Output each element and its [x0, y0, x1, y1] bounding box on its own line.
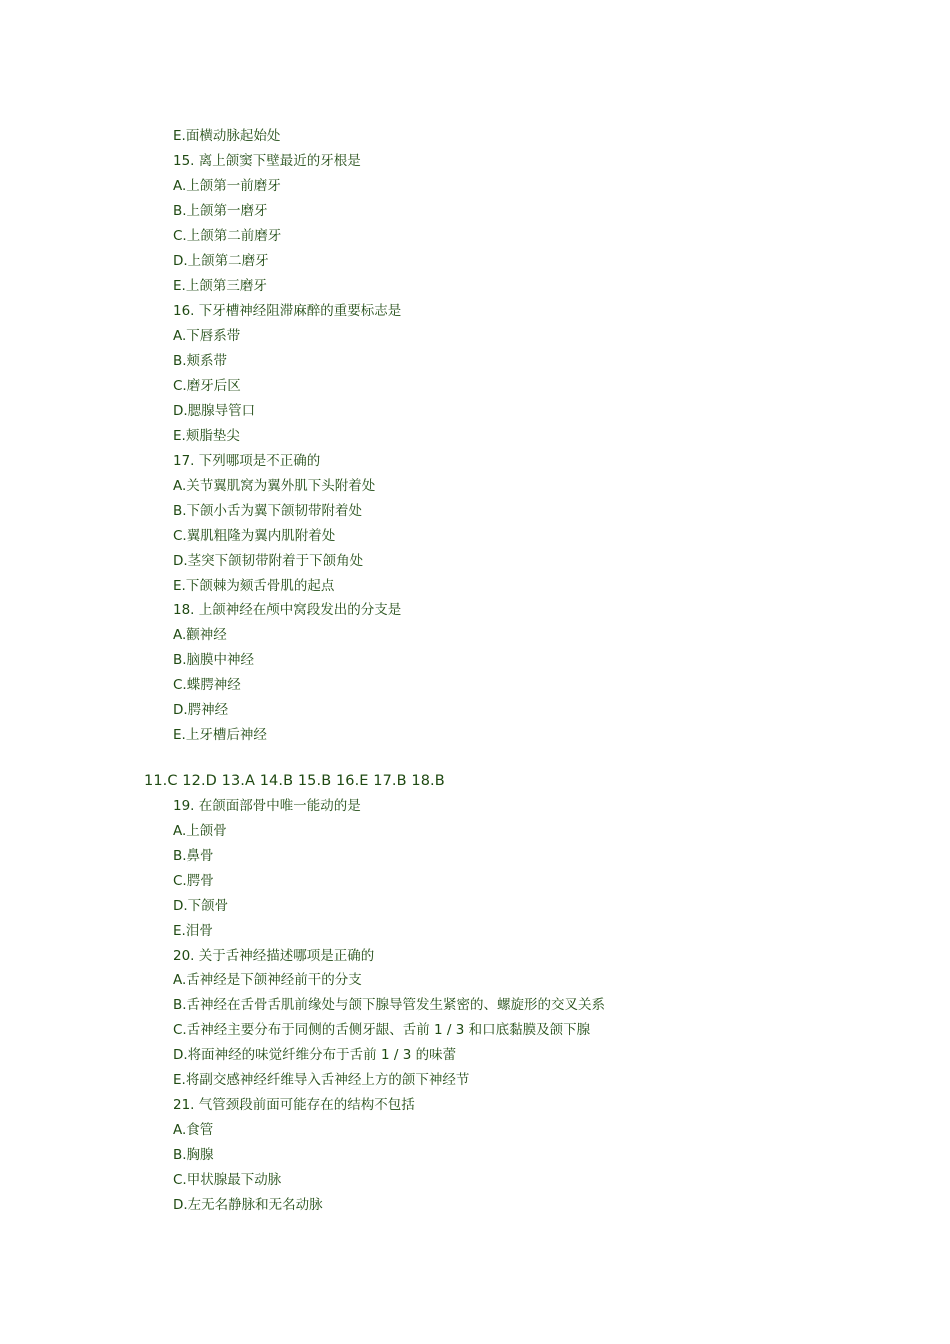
- option-line: D.腮腺导管口: [173, 403, 256, 419]
- option-line: B.鼻骨: [173, 848, 214, 864]
- option-line: C.舌神经主要分布于同侧的舌侧牙龈、舌前 1 / 3 和口底黏膜及颌下腺: [173, 1022, 591, 1038]
- option-line: B.颊系带: [173, 353, 228, 369]
- option-line: B.下颌小舌为翼下颌韧带附着处: [173, 503, 363, 519]
- question-line: 16. 下牙槽神经阻滞麻醉的重要标志是: [173, 303, 402, 319]
- option-line: A.上颌第一前磨牙: [173, 178, 281, 194]
- option-line: B.胸腺: [173, 1147, 214, 1163]
- option-line: E.泪骨: [173, 923, 213, 939]
- option-line: D.茎突下颌韧带附着于下颌角处: [173, 553, 364, 569]
- option-line: C.腭骨: [173, 873, 214, 889]
- answer-key: 11.C 12.D 13.A 14.B 15.B 16.E 17.B 18.B: [144, 773, 445, 789]
- option-line: B.上颌第一磨牙: [173, 203, 268, 219]
- option-line: D.将面神经的味觉纤维分布于舌前 1 / 3 的味蕾: [173, 1047, 457, 1063]
- question-line: 21. 气管颈段前面可能存在的结构不包括: [173, 1097, 415, 1113]
- option-line: A.舌神经是下颌神经前干的分支: [173, 972, 362, 988]
- option-line: E.下颌棘为颏舌骨肌的起点: [173, 578, 335, 594]
- option-line: C.甲状腺最下动脉: [173, 1172, 282, 1188]
- option-line: D.左无名静脉和无名动脉: [173, 1197, 323, 1213]
- option-line: B.脑膜中神经: [173, 652, 255, 668]
- option-line: E.颊脂垫尖: [173, 428, 240, 444]
- option-line: A.食管: [173, 1122, 214, 1138]
- option-line: E.将副交感神经纤维导入舌神经上方的颌下神经节: [173, 1072, 470, 1088]
- question-line: 19. 在颌面部骨中唯一能动的是: [173, 798, 361, 814]
- question-line: 17. 下列哪项是不正确的: [173, 453, 321, 469]
- question-line: 15. 离上颌窦下壁最近的牙根是: [173, 153, 361, 169]
- option-line: E.上牙槽后神经: [173, 727, 267, 743]
- option-line: A.上颌骨: [173, 823, 227, 839]
- option-line: C.磨牙后区: [173, 378, 241, 394]
- option-line: A.关节翼肌窝为翼外肌下头附着处: [173, 478, 376, 494]
- option-line: B.舌神经在舌骨舌肌前缘处与颌下腺导管发生紧密的、螺旋形的交叉关系: [173, 997, 606, 1013]
- option-line: D.腭神经: [173, 702, 229, 718]
- question-line: 18. 上颌神经在颅中窝段发出的分支是: [173, 602, 402, 618]
- option-line: D.下颌骨: [173, 898, 229, 914]
- option-line: C.上颌第二前磨牙: [173, 228, 282, 244]
- option-line: E.面横动脉起始处: [173, 128, 281, 144]
- option-line: C.翼肌粗隆为翼内肌附着处: [173, 528, 336, 544]
- option-line: D.上颌第二磨牙: [173, 253, 269, 269]
- option-line: E.上颌第三磨牙: [173, 278, 267, 294]
- question-line: 20. 关于舌神经描述哪项是正确的: [173, 948, 375, 964]
- option-line: C.蝶腭神经: [173, 677, 241, 693]
- option-line: A.颧神经: [173, 627, 227, 643]
- option-line: A.下唇系带: [173, 328, 241, 344]
